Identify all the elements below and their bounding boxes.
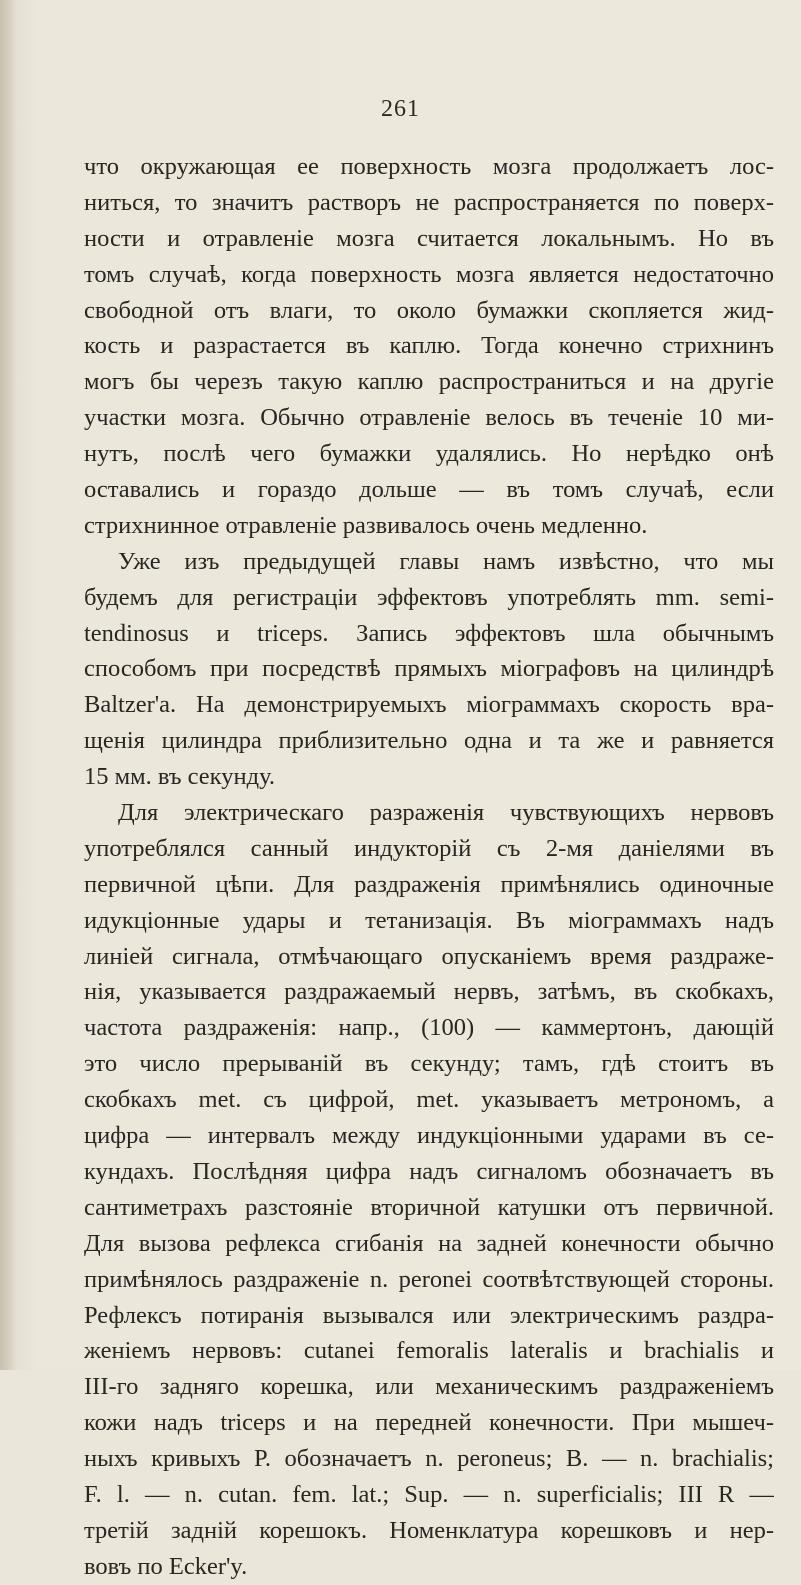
text-line: употреблялся санный индукторій съ 2-мя даніелями въ: [84, 834, 774, 862]
text-line: F. l. — n. cutan. fem. lat.; Sup. — n. superficialis; III R —: [84, 1480, 774, 1508]
text-line: III-го задняго корешка, или механическимъ раздраженіемъ: [84, 1373, 774, 1401]
text-line: линіей сигнала, отмѣчающаго опусканіемъ время раздраже-: [84, 942, 774, 970]
text-line: вовъ по Ecker'y.: [84, 1552, 248, 1580]
text-line: tendinosus и triceps. Запись эффектовъ шла обычнымъ: [84, 619, 774, 647]
text-line: 15 мм. въ секунду.: [84, 763, 275, 791]
text-line: кость и разрастается въ каплю. Тогда конечно стрихнинъ: [84, 332, 774, 360]
spine-shadow: [0, 0, 16, 1370]
text-line: могъ бы черезъ такую каплю распространиться и на другіе: [84, 368, 774, 396]
text-line: частота раздраженія: напр., (100) — каммертонъ, дающій: [84, 1014, 774, 1042]
text-line: цифра — интервалъ между индукціонными ударами въ се-: [84, 1122, 774, 1150]
text-line: женіемъ нервовъ: cutanei femoralis lateralis и brachialis и: [84, 1337, 774, 1365]
text-line: Для вызова рефлекса сгибанія на задней конечности обычно: [84, 1229, 774, 1257]
text-line: это число прерываній въ секунду; тамъ, гдѣ стоитъ въ: [84, 1050, 774, 1078]
text-line: Рефлексъ потиранія вызывался или электрическимъ раздра-: [84, 1301, 774, 1329]
text-line: нутъ, послѣ чего бумажки удалялись. Но нерѣдко онѣ: [84, 440, 774, 468]
text-line: кожи надъ triceps и на передней конечности. При мышеч-: [84, 1409, 774, 1437]
text-line: ниться, то значитъ растворъ не распространяется по поверх-: [84, 188, 774, 216]
text-line: свободной отъ влаги, то около бумажки скопляется жид-: [84, 296, 774, 324]
text-line: примѣнялось раздраженіе n. peronei соотвѣтствующей стороны.: [84, 1265, 774, 1293]
text-line: третій задній корешокъ. Номенклатура корешковъ и нер-: [84, 1516, 774, 1544]
text-line: оставались и гораздо дольше — въ томъ случаѣ, если: [84, 476, 774, 504]
text-line: нія, указывается раздражаемый нервъ, затѣмъ, въ скобкахъ,: [84, 978, 774, 1006]
text-line: томъ случаѣ, когда поверхность мозга является недостаточно: [84, 260, 774, 288]
text-line: Уже изъ предыдущей главы намъ извѣстно, что мы: [118, 547, 774, 575]
text-line: ности и отравленіе мозга считается локальнымъ. Но въ: [84, 224, 774, 252]
text-line: будемъ для регистраціи эффектовъ употреблять mm. semi-: [84, 583, 774, 611]
text-line: Для электрическаго разраженія чувствующихъ нервовъ: [118, 799, 774, 827]
text-line: скобкахъ met. съ цифрой, met. указываетъ метрономъ, а: [84, 1086, 774, 1114]
text-line: идукціонные удары и тетанизація. Въ міограммахъ надъ: [84, 906, 774, 934]
text-line: способомъ при посредствѣ прямыхъ міографовъ на цилиндрѣ: [84, 655, 774, 683]
text-line: кундахъ. Послѣдняя цифра надъ сигналомъ обозначаетъ въ: [84, 1157, 774, 1185]
body-text: [84, 149, 774, 1585]
text-line: ныхъ кривыхъ P. обозначаетъ n. peroneus; B. — n. brachialis;: [84, 1445, 774, 1473]
text-line: что окружающая ее поверхность мозга продолжаетъ лос-: [84, 153, 774, 180]
text-line: первичной цѣпи. Для раздраженія примѣнялись одиночные: [84, 870, 774, 898]
page-number: 261: [381, 96, 420, 122]
text-line: Baltzer'a. На демонстрируемыхъ міограммахъ скорость вра-: [84, 691, 774, 719]
text-line: щенія цилиндра приблизительно одна и та же и равняется: [84, 727, 774, 755]
text-line: стрихнинное отравленіе развивалось очень медленно.: [84, 511, 648, 539]
text-line: сантиметрахъ разстояніе вторичной катушки отъ первичной.: [84, 1193, 774, 1221]
text-line: участки мозга. Обычно отравленіе велось въ теченіе 10 ми-: [84, 404, 774, 432]
